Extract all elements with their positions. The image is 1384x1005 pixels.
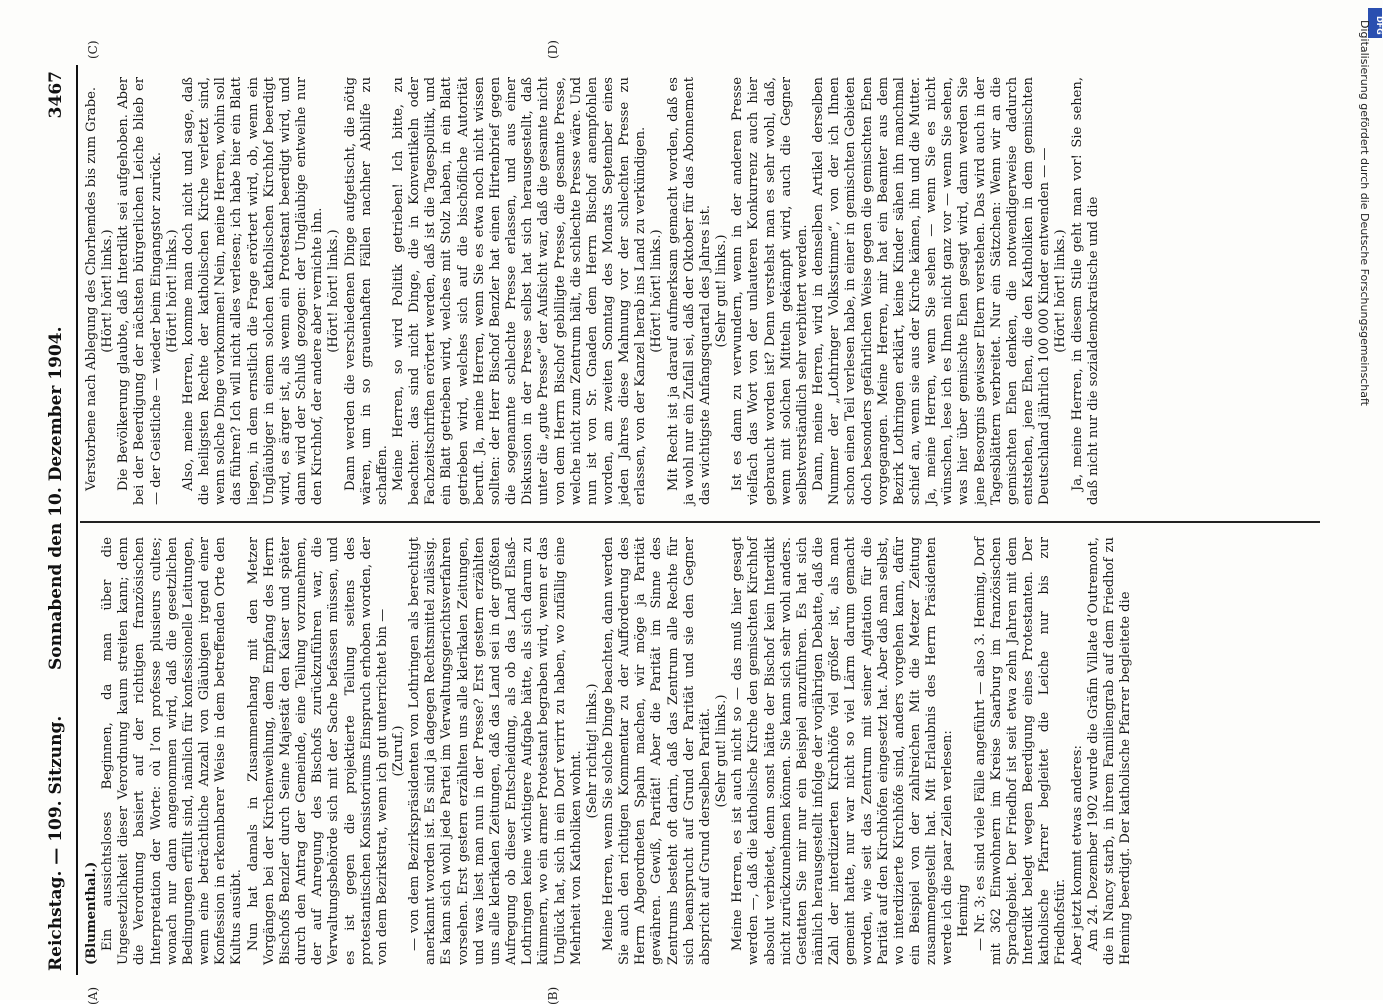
header-date: Sonnabend den 10. Dezember 1904. [46,326,66,670]
right-column [84,77,1320,505]
paragraph: Mit Recht ist ja darauf aufmerksam gemacht worden, daß es ja wohl nur ein Zufall sei, daß der Oktober für das Abonnement das wichtigste Anfangsquartal des Jahres ist. [665,77,713,505]
paragraph: Nun hat damals in Zusammenhang mit den Metzer Vorgängen bei der Kirchenweihung, dem Empfang des Herrn Bischofs Benzler durch Seine Majestät den Kaiser und später durch den Antrag der Gemeinde, eine Teilung vorzunehmen, der auf Anregung des Bischofs zurückzuführen war, die Verwaltungsbehörde sich mit der Sache befassen müssen, und es ist gegen die projektierte Teilung seitens des protestantischen Konsistoriums Einspruch erhoben worden, der von dem Bezirkstrat, wenn ich gut unterrichtet bin — [245,537,390,965]
page-content [40,40,1360,1005]
paragraph: Meine Herren, wenn Sie solche Dinge beachten, dann werden Sie auch den richtigen Kommentar zu der Aufforderung des Herrn Abgeordneten Spahn machen, wir möge ja Parität gewähren. Gewiß, Parität! Aber die Parität im Sinne des Zentrums besteht oft darin, daß das Zentrum alle Rechte für sich beansprucht auf Grund der Parität und sie den Gegner abspricht auf Grund derselben Parität. [601,537,713,965]
paragraph: Meine Herren, so wird Politik getrieben! Ich bitte, zu beachten: das sind nicht Dinge, die in Konventikeln oder Fachzeitschriften erörtert werden, daß ist die Tagespolitik, und ein Blatt getrieben wird, welches mit Stolz haben, in ein Blatt getrieben wird, welches sich auf die bischöfliche Autorität beruft. Ja, meine Herren, wenn Sie es etwa noch nicht wissen sollten: der Herr Bischof Benzler hat einen Hirtenbrief gegen die sogenannte schlechte Presse erlassen, und aus einer Diskussion in der Presse selbst hat sich herausgestellt, daß unter die „gute Presse“ der Aufsicht war, daß die gesamte nicht von dem Herrn Bischof gebilligte Presse, die gesamte Presse, welche nicht zum Zentrum hält, die schlechte Presse wäre. Und nun ist von Sr. Gnaden dem Herrn Bischof anempfohlen worden, am zweiten Sonntag des Monats September eines jeden Jahres diese Mahnung vor der schlechten Presse zu erlassen, von der Kanzel herab ins Land zu verkündigen. [390,77,649,505]
column-divider [80,522,1320,524]
left-column [84,537,1320,965]
credit-text: Digitalisierung gefördert durch die Deutsche Forschungsgemeinschaft [1358,20,1371,406]
running-header [40,65,76,975]
quote: Am 24. Dezember 1902 wurde die Gräfin Villate d’Outremont, die in Nancy starb, in ihrem Familiengrab auf dem Friedhof zu Heming beerdigt. Der katholische Pfarrer begleitete die [1085,537,1133,965]
quote: Die Bevölkerung glaubte, daß Interdikt sei aufgehoben. Aber bei der Beerdigung der nächsten bürgerlichen Leiche blieb er — der Geistliche — wieder beim Eingangstor zurück. [116,77,164,505]
interjection: (Hört! hört! links.) [164,229,180,353]
margin-mark-c: (C) [86,40,100,59]
interjection: (Hört! hört! links.) [649,229,665,353]
interjection: (Sehr gut! links.) [714,694,730,808]
paragraph: Also, meine Herren, komme man doch nicht und sage, daß die heiligsten Rechte der katholischen Kirche verletzt sind, wenn solche Dinge vorkommen! Nein, meine Herren, wohin soll das führen? Ich will nicht alles verlesen; ich habe hier ein Blatt liegen, in dem ernstlich die Frage erörtert wird, ob, wenn ein Ungläubiger in einem solchen katholischen Kirchhof beerdigt wird, es ärger ist, als wenn ein Protestant beerdigt wird, und dann wird der Schluß gezogen: der Ungläubige entweihe nur den Kirchhof, der andere aber vernichte ihn. [180,77,326,505]
dfg-logo-text: DFG [1375,16,1384,35]
interjection: (Hört! hört! links.) [326,229,342,353]
paragraph: Ist es dann zu verwundern, wenn in der anderen Presse vielfach das Wort von der unlauteren Konkurrenz auch hier gebraucht worden ist? Denn verstehst man es sehr wohl, daß, wenn mit solchen Mitteln gekämpft wird, auch die Gegner selbstverständlich sehr verbittert werden. [730,77,810,505]
interjection: (Sehr gut! links.) [714,234,730,348]
margin-mark-b: (B) [546,986,560,1005]
speaker-label: (Blumenthal.) [84,861,99,965]
margin-mark-d: (D) [546,40,560,59]
paragraph: Aber jetzt kommt etwas anderes: [1069,745,1085,965]
quote-heading: Heming [956,884,972,937]
paragraph: — von dem Bezirkspräsidenten von Lothringen als berechtigt anerkannt worden ist. Es sind ja dagegen Rechtsmittel zulässig. Es kann sich wohl jede Partei im Verwaltungsgerichtsverfahren vorsehen. Erst gestern erzählten uns alle klerikalen Zeitungen, und was liest man nun in der Presse? Erst gestern erzählten uns alle klerikalen Zeitungen, daß das Land sei in der größten Aufregung ob dieser Entscheidung, als ob das Land Elsaß-Lothringen keine wichtigere Aufgabe hätte, als sich darum zu kümmern, wo ein armer Protestant begraben wird, wenn er das Unglück hat, sich in ein Dorf verirrt zu haben, wo zufällig eine Mehrheit von Katholiken wohnt. [407,537,584,965]
quote: — Nr. 3; es sind viele Fälle angeführt — also 3. Heming, Dorf mit 362 Einwohnern im Kreise Saarburg im französischen Sprachgebiet. Der Friedhof ist seit etwa zehn Jahren mit dem Interdikt belegt wegen Beerdigung eines Protestanten. Der katholische Pfarrer begleitet die Leiche nur bis zur Friedhofstür. [972,537,1069,965]
paragraph: Meine Herren, es ist auch nicht so — das muß hier gesagt werden —, daß die katholische Kirche den gemischten Kirchhof absolut verbietet, denn sonst hätte der Bischof kein Interdikt nicht zurückzunehmen können. Sie kann sich sehr wohl anders. Gestatten Sie mir nur ein Beispiel anzuführen. Es hat sich nämlich herausgestellt infolge der vorjährigen Debatte, daß die Zahl der interdizierten Kirchhöfe viel größer ist, als man gemeint hatte, nur war nicht so viel Lärm darum gemacht worden, wie seit das Zentrum mit seiner Agitation für die Parität auf den Kirchhöfen eingesetzt hat. Aber daß man selbst, wo interdizierte Kirchhöfe sind, anders vorgehen kann, dafür ein Beispiel von der zahlreichen Mit die Metzer Zeitung zusammengestellt hat. Mit Erlaubnis des Herrn Präsidenten werde ich die paar Zeilen verlesen: [730,537,956,965]
digitization-credit [1353,20,1375,980]
paragraph: Dann, meine Herren, wird in demselben Artikel derselben Nummer der „Lothringer Volksstimme“, von der ich Ihnen schon einen Teil verlesen habe, in einer in gemischten Gebieten doch besonders gefährlichen Weise gegen die gemischten Ehen vorgegangen. Meine Herren, mir hat ein Beamter aus dem Bezirk Lothringen erklärt, keine Kinder sähen ihn manchmal schief an, wenn sie aus der Kirche kämen, ihn und die Mutter. Ja, meine Herren, wenn Sie sehen — wenn Sie es nicht wünschen, lese ich es Ihnen nicht ganz vor — wenn Sie sehen, was hier über gemischte Ehen gesagt wird, dann werden Sie jene Besorgnis gewisser Eltern verstehen. Das wird auch in der Tagesblättern verbreitet. Nur ein Sätzchen: Wenn wir an die gemischten Ehen denken, die notwendigerweise dadurch entstehen, jene Ehen, die den Katholiken in dem gemischten Deutschland jährlich 100 000 Kinder entwenden — — [811,77,1053,505]
header-rule [76,65,78,975]
interjection: (Sehr richtig! links.) [584,683,600,819]
interjection: (Zuruf.) [390,725,406,777]
margin-mark-a: (A) [86,986,100,1005]
paragraph: Ein aussichtsloses Beginnen, da man über die Ungesetzlichkeit dieser Verordnung kaum streiten kann; denn die Verordnung basiert auf der richtigen französischen Interpretation der Worte: où l’on professe plusieurs cultes; wonach nur dann angenommen wird, daß die gesetzlichen Bedingungen erfüllt sind, nämlich für konfessionelle Leitungen, wenn eine beträchtliche Anzahl von Gläubigen irgend einer Konfession in erkennbarer Weise in dem betreffenden Orte den Kultus ausübt. [100,537,245,965]
quote: Verstorbene nach Ablegung des Chorhemdes bis zum Grabe. [84,87,99,491]
interjection: (Hört! hört! links.) [1053,229,1069,353]
paragraph: Ja, meine Herren, in diesem Stile geht man vor! Sie sehen, daß nicht nur die sozialdemokratische und die [1069,77,1101,505]
page-number: 3467 [46,71,66,119]
header-session: Reichstag. — 109. Sitzung. [46,715,66,971]
paragraph: Dann werden die verschiedenen Dinge aufgetischt, die nötig wären, um in so grauenhaften Fällen nachher Abhilfe zu schaffen. [342,77,390,505]
interjection: (Hört! hört! links.) [100,229,116,353]
